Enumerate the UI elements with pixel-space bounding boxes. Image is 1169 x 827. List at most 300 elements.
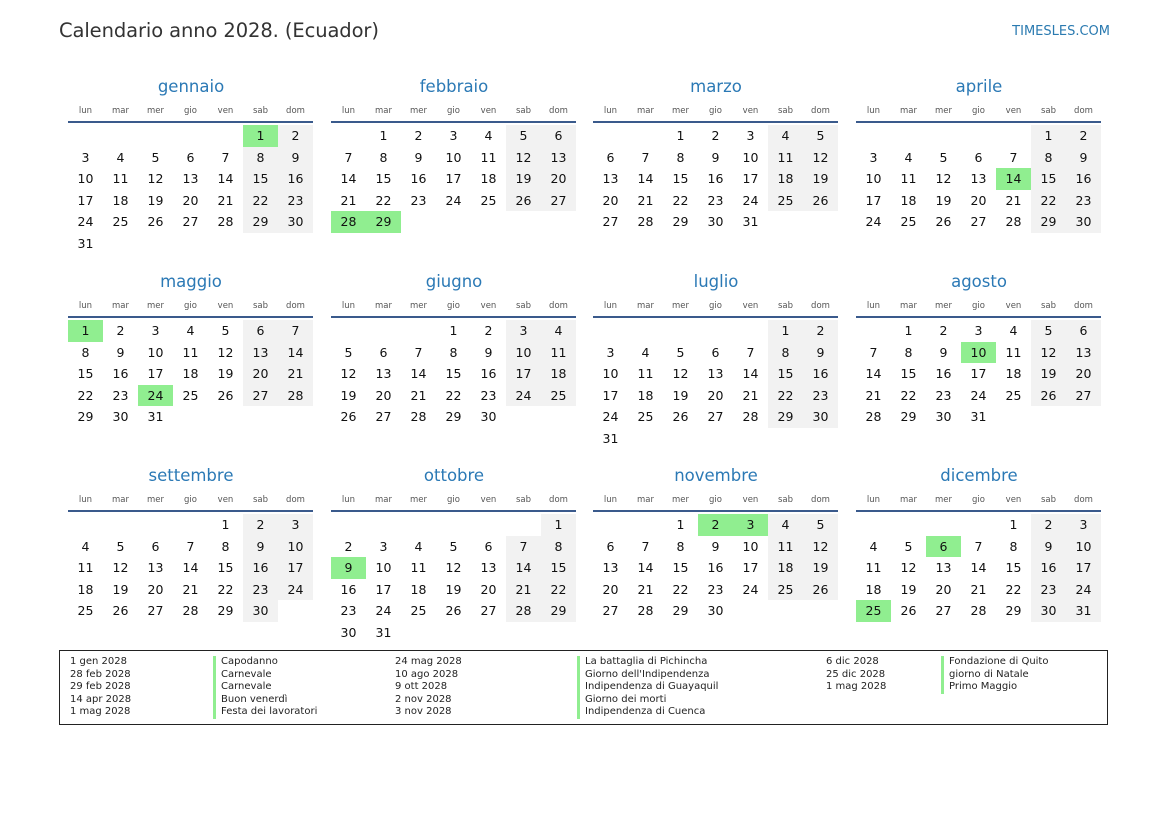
month-title: luglio: [693, 272, 739, 291]
day-cell: 14: [970, 560, 987, 576]
day-cell: 30: [935, 409, 952, 425]
day-cell: 22: [541, 579, 576, 601]
month-febbraio: [331, 72, 577, 233]
day-cell: 16: [480, 366, 497, 382]
day-cell: 27: [243, 385, 278, 407]
day-cell: 7: [344, 149, 353, 165]
day-cell: 8: [768, 342, 803, 364]
day-cell: 16: [1066, 168, 1101, 190]
day-grid: [68, 320, 313, 428]
day-grid: [68, 125, 313, 255]
day-cell: 28: [1005, 214, 1022, 230]
weekday-label: mar: [112, 106, 129, 116]
day-cell: 19: [803, 168, 838, 190]
holiday-day-cell: 1: [243, 125, 278, 147]
day-cell: 28: [278, 385, 313, 407]
day-cell: 14: [217, 171, 234, 187]
weekday-label: ven: [217, 301, 234, 311]
empty-day-cell: [803, 428, 838, 450]
holiday-day-cell: 9: [331, 557, 366, 579]
day-cell: 12: [340, 366, 357, 382]
weekday-label: lun: [78, 495, 93, 505]
weekday-label: ven: [480, 301, 497, 311]
day-cell: 21: [865, 387, 882, 403]
weekday-header: [593, 491, 839, 509]
day-cell: 18: [768, 557, 803, 579]
weekday-label: dom: [549, 106, 568, 116]
day-cell: 3: [1066, 514, 1101, 536]
day-cell: 8: [1031, 147, 1066, 169]
weekday-label: dom: [549, 301, 568, 311]
legend-holiday-name: giorno di Natale: [949, 668, 1029, 680]
day-cell: 14: [410, 366, 427, 382]
weekday-label: mar: [112, 301, 129, 311]
empty-day-cell: [278, 233, 313, 255]
day-cell: 3: [606, 344, 615, 360]
day-cell: 4: [904, 149, 913, 165]
month-settembre: [68, 461, 314, 622]
empty-day-cell: [173, 406, 208, 428]
day-cell: 20: [541, 168, 576, 190]
month-divider: [856, 510, 1101, 512]
day-cell: 9: [711, 538, 720, 554]
day-cell: 22: [672, 192, 689, 208]
empty-day-cell: [996, 125, 1031, 147]
day-cell: 12: [672, 366, 689, 382]
day-cell: 13: [1066, 342, 1101, 364]
weekday-label: lun: [78, 106, 93, 116]
day-cell: 30: [340, 624, 357, 640]
day-cell: 8: [676, 149, 685, 165]
day-cell: 22: [768, 385, 803, 407]
day-cell: 25: [900, 214, 917, 230]
weekday-label: sab: [777, 495, 794, 505]
day-grid: [856, 125, 1101, 233]
day-cell: 18: [1005, 366, 1022, 382]
day-cell: 30: [243, 600, 278, 622]
day-cell: 17: [147, 366, 164, 382]
day-cell: 17: [1066, 557, 1101, 579]
weekday-label: lun: [341, 301, 356, 311]
day-cell: 14: [278, 342, 313, 364]
weekday-header: [856, 102, 1102, 120]
empty-day-cell: [733, 600, 768, 622]
day-cell: 3: [81, 149, 90, 165]
day-cell: 1: [768, 320, 803, 342]
day-cell: 4: [484, 128, 493, 143]
weekday-label: mer: [671, 495, 689, 505]
holiday-day-cell: 14: [996, 168, 1031, 190]
day-cell: 18: [637, 387, 654, 403]
legend-names-column: [577, 656, 718, 719]
month-divider: [331, 316, 576, 318]
day-grid: [593, 514, 838, 622]
day-cell: 28: [865, 409, 882, 425]
day-cell: 5: [803, 514, 838, 536]
weekday-label: ven: [1005, 301, 1022, 311]
day-cell: 9: [243, 536, 278, 558]
day-cell: 7: [869, 344, 878, 360]
day-cell: 18: [182, 366, 199, 382]
empty-day-cell: [1066, 406, 1101, 428]
day-cell: 26: [506, 190, 541, 212]
empty-day-cell: [593, 514, 628, 536]
empty-day-cell: [401, 622, 436, 644]
weekday-header: [331, 491, 577, 509]
weekday-label: gio: [447, 495, 460, 505]
weekday-label: mer: [934, 495, 952, 505]
day-cell: 21: [970, 581, 987, 597]
month-title: gennaio: [157, 77, 225, 96]
day-cell: 20: [970, 192, 987, 208]
day-cell: 24: [445, 192, 462, 208]
day-cell: 20: [707, 387, 724, 403]
day-cell: 15: [900, 366, 917, 382]
day-cell: 29: [672, 603, 689, 619]
day-cell: 19: [506, 168, 541, 190]
legend-date: 3 nov 2028: [395, 706, 452, 718]
weekday-label: sab: [515, 301, 532, 311]
day-cell: 26: [340, 409, 357, 425]
weekday-label: dom: [811, 301, 830, 311]
legend-date: 1 mag 2028: [826, 681, 887, 693]
legend-holiday-name: Indipendenza di Cuenca: [585, 706, 706, 718]
weekday-label: mar: [900, 495, 917, 505]
day-cell: 23: [1031, 579, 1066, 601]
day-cell: 11: [865, 560, 882, 576]
day-cell: 25: [541, 385, 576, 407]
weekday-label: mer: [934, 301, 952, 311]
month-title: settembre: [148, 466, 234, 485]
day-cell: 30: [707, 214, 724, 230]
month-title: marzo: [690, 77, 742, 96]
day-cell: 29: [541, 600, 576, 622]
day-cell: 14: [340, 171, 357, 187]
day-cell: 9: [711, 149, 720, 165]
day-cell: 14: [637, 560, 654, 576]
day-cell: 31: [602, 430, 619, 446]
day-cell: 8: [904, 344, 913, 360]
day-cell: 29: [900, 409, 917, 425]
day-cell: 25: [1005, 387, 1022, 403]
day-cell: 19: [935, 192, 952, 208]
day-cell: 7: [1009, 149, 1018, 165]
day-cell: 28: [637, 214, 654, 230]
day-cell: 17: [506, 363, 541, 385]
day-cell: 11: [112, 171, 129, 187]
day-cell: 10: [742, 538, 759, 554]
day-cell: 22: [77, 387, 94, 403]
day-cell: 2: [116, 323, 125, 338]
weekday-label: sab: [777, 106, 794, 116]
day-cell: 24: [375, 603, 392, 619]
day-cell: 7: [974, 538, 983, 554]
day-cell: 21: [217, 192, 234, 208]
day-cell: 5: [676, 344, 685, 360]
day-cell: 17: [375, 581, 392, 597]
weekday-label: lun: [341, 495, 356, 505]
day-cell: 24: [1066, 579, 1101, 601]
day-cell: 17: [602, 387, 619, 403]
weekday-label: ven: [742, 495, 759, 505]
day-cell: 26: [672, 409, 689, 425]
day-grid: [593, 320, 838, 450]
day-cell: 22: [900, 387, 917, 403]
day-cell: 12: [803, 147, 838, 169]
day-cell: 20: [602, 192, 619, 208]
month-title: giugno: [425, 272, 483, 291]
day-cell: 21: [278, 363, 313, 385]
day-cell: 15: [1005, 560, 1022, 576]
weekday-label: lun: [603, 495, 618, 505]
empty-day-cell: [401, 320, 436, 342]
weekday-header: [331, 102, 577, 120]
day-cell: 17: [865, 192, 882, 208]
day-cell: 27: [935, 603, 952, 619]
day-cell: 12: [147, 171, 164, 187]
day-cell: 29: [1005, 603, 1022, 619]
day-cell: 29: [217, 603, 234, 619]
legend-holiday-name: Buon venerdì: [221, 693, 288, 705]
empty-day-cell: [663, 320, 698, 342]
day-cell: 19: [1031, 363, 1066, 385]
day-cell: 31: [375, 624, 392, 640]
day-cell: 7: [641, 149, 650, 165]
legend-date: 29 feb 2028: [70, 681, 131, 693]
day-cell: 18: [900, 192, 917, 208]
day-cell: 8: [449, 344, 458, 360]
day-cell: 2: [803, 320, 838, 342]
day-grid: [331, 125, 576, 233]
legend-holiday-name: Carnevale: [221, 668, 272, 680]
weekday-label: gio: [709, 495, 722, 505]
day-cell: 24: [865, 214, 882, 230]
day-cell: 28: [506, 600, 541, 622]
day-cell: 11: [900, 171, 917, 187]
empty-day-cell: [103, 514, 138, 536]
day-cell: 3: [746, 128, 755, 143]
empty-day-cell: [803, 211, 838, 233]
day-cell: 4: [414, 538, 423, 554]
day-cell: 5: [449, 538, 458, 554]
day-cell: 6: [484, 538, 493, 554]
month-divider: [856, 121, 1101, 123]
day-cell: 8: [676, 538, 685, 554]
day-cell: 7: [641, 538, 650, 554]
day-cell: 10: [506, 342, 541, 364]
day-cell: 21: [410, 387, 427, 403]
day-cell: 14: [742, 366, 759, 382]
day-cell: 25: [410, 603, 427, 619]
legend-date: 9 ott 2028: [395, 681, 448, 693]
month-title: novembre: [674, 466, 758, 485]
day-cell: 8: [221, 538, 230, 554]
month-divider: [593, 121, 838, 123]
empty-day-cell: [471, 211, 506, 233]
weekday-label: mer: [146, 301, 164, 311]
day-cell: 6: [541, 125, 576, 147]
day-grid: [331, 514, 576, 644]
weekday-label: sab: [1040, 301, 1057, 311]
site-link[interactable]: TIMESLES.COM: [1012, 24, 1110, 39]
weekday-label: mar: [900, 301, 917, 311]
day-cell: 29: [672, 214, 689, 230]
day-cell: 10: [375, 560, 392, 576]
weekday-label: ven: [742, 106, 759, 116]
day-cell: 13: [707, 366, 724, 382]
day-cell: 18: [480, 171, 497, 187]
legend-holiday-name: Primo Maggio: [949, 681, 1018, 693]
day-cell: 12: [935, 171, 952, 187]
legend-holiday-name: Giorno dell'Indipendenza: [585, 668, 710, 680]
weekday-label: gio: [709, 301, 722, 311]
day-grid: [856, 514, 1101, 622]
weekday-label: ven: [742, 301, 759, 311]
day-cell: 13: [602, 171, 619, 187]
day-cell: 1: [1009, 517, 1018, 532]
weekday-header: [593, 297, 839, 315]
day-cell: 13: [480, 560, 497, 576]
day-cell: 10: [742, 149, 759, 165]
legend-date: 10 ago 2028: [395, 668, 459, 680]
day-cell: 14: [182, 560, 199, 576]
empty-day-cell: [471, 622, 506, 644]
weekday-header: [68, 297, 314, 315]
weekday-label: sab: [252, 301, 269, 311]
empty-day-cell: [173, 514, 208, 536]
weekday-label: dom: [1074, 106, 1093, 116]
holiday-day-cell: 1: [68, 320, 103, 342]
weekday-label: sab: [515, 495, 532, 505]
day-cell: 17: [278, 557, 313, 579]
day-cell: 30: [278, 211, 313, 233]
day-cell: 24: [506, 385, 541, 407]
weekday-label: dom: [811, 106, 830, 116]
day-cell: 8: [81, 344, 90, 360]
weekday-label: dom: [1074, 301, 1093, 311]
day-cell: 19: [340, 387, 357, 403]
month-agosto: [856, 267, 1102, 428]
weekday-label: dom: [286, 301, 305, 311]
day-cell: 5: [221, 323, 230, 338]
day-cell: 25: [182, 387, 199, 403]
day-cell: 6: [243, 320, 278, 342]
empty-day-cell: [593, 320, 628, 342]
day-cell: 5: [506, 125, 541, 147]
day-cell: 27: [707, 409, 724, 425]
day-cell: 4: [116, 149, 125, 165]
day-cell: 22: [1031, 190, 1066, 212]
day-cell: 9: [1031, 536, 1066, 558]
weekday-label: ven: [480, 495, 497, 505]
day-cell: 20: [375, 387, 392, 403]
weekday-label: lun: [341, 106, 356, 116]
weekday-label: mer: [409, 106, 427, 116]
day-cell: 20: [147, 581, 164, 597]
weekday-label: lun: [866, 106, 881, 116]
weekday-label: sab: [777, 301, 794, 311]
day-cell: 2: [278, 125, 313, 147]
day-cell: 14: [637, 171, 654, 187]
day-grid: [856, 320, 1101, 428]
legend-names-column: [941, 656, 1048, 694]
day-cell: 2: [414, 128, 423, 143]
day-cell: 28: [410, 409, 427, 425]
day-cell: 15: [375, 171, 392, 187]
day-cell: 3: [506, 320, 541, 342]
day-cell: 16: [340, 581, 357, 597]
empty-day-cell: [628, 514, 663, 536]
weekday-label: mer: [671, 106, 689, 116]
day-cell: 9: [278, 147, 313, 169]
day-cell: 8: [379, 149, 388, 165]
day-cell: 10: [1066, 536, 1101, 558]
day-cell: 22: [1005, 581, 1022, 597]
empty-day-cell: [926, 125, 961, 147]
day-cell: 6: [974, 149, 983, 165]
day-cell: 10: [865, 171, 882, 187]
day-cell: 7: [186, 538, 195, 554]
day-cell: 28: [217, 214, 234, 230]
day-cell: 13: [970, 171, 987, 187]
day-cell: 23: [803, 385, 838, 407]
weekday-label: gio: [184, 301, 197, 311]
day-cell: 11: [637, 366, 654, 382]
month-dicembre: [856, 461, 1102, 622]
empty-day-cell: [891, 125, 926, 147]
day-cell: 24: [77, 214, 94, 230]
empty-day-cell: [768, 600, 803, 622]
day-cell: 3: [449, 128, 458, 143]
weekday-label: dom: [549, 495, 568, 505]
day-cell: 2: [1066, 125, 1101, 147]
weekday-label: gio: [184, 495, 197, 505]
day-cell: 9: [939, 344, 948, 360]
empty-day-cell: [628, 320, 663, 342]
day-cell: 23: [112, 387, 129, 403]
day-cell: 10: [278, 536, 313, 558]
weekday-label: lun: [78, 301, 93, 311]
day-cell: 15: [541, 557, 576, 579]
empty-day-cell: [173, 125, 208, 147]
weekday-header: [856, 491, 1102, 509]
day-cell: 3: [869, 149, 878, 165]
holiday-legend: [59, 650, 1108, 725]
day-cell: 28: [742, 409, 759, 425]
day-cell: 13: [602, 560, 619, 576]
day-cell: 3: [151, 323, 160, 338]
legend-holiday-name: Carnevale: [221, 681, 272, 693]
holiday-day-cell: 6: [926, 536, 961, 558]
day-cell: 31: [970, 409, 987, 425]
month-giugno: [331, 267, 577, 428]
day-cell: 1: [1031, 125, 1066, 147]
weekday-label: lun: [603, 301, 618, 311]
legend-date: 1 mag 2028: [70, 706, 131, 718]
weekday-label: sab: [252, 106, 269, 116]
day-cell: 11: [182, 344, 199, 360]
day-cell: 9: [414, 149, 423, 165]
day-cell: 28: [182, 603, 199, 619]
empty-day-cell: [208, 125, 243, 147]
day-cell: 12: [803, 536, 838, 558]
day-cell: 28: [637, 603, 654, 619]
month-divider: [331, 121, 576, 123]
day-cell: 27: [147, 603, 164, 619]
day-cell: 26: [1031, 385, 1066, 407]
day-cell: 20: [182, 192, 199, 208]
legend-holiday-name: Indipendenza di Guayaquil: [585, 681, 719, 693]
